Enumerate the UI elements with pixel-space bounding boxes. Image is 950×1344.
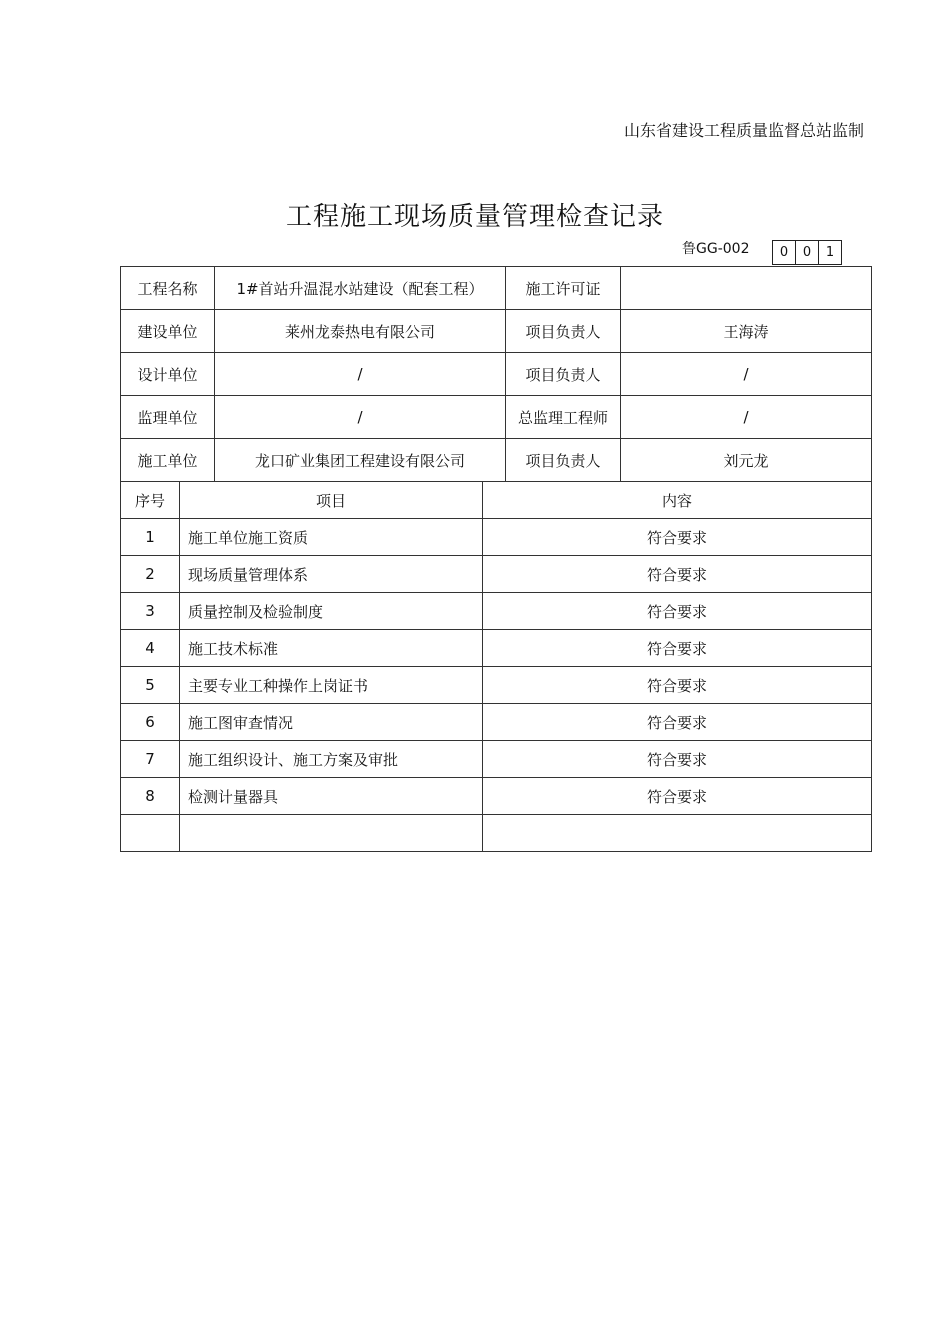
table-row (121, 778, 872, 815)
item-no: 2 (121, 556, 180, 593)
header-no: 序号 (121, 482, 180, 519)
item-no: 1 (121, 519, 180, 556)
info-value: 1#首站升温混水站建设（配套工程） (215, 267, 506, 310)
info-value: / (215, 353, 506, 396)
item-name (180, 815, 483, 852)
document-title: 工程施工现场质量管理检查记录 (285, 202, 664, 232)
item-name: 施工组织设计、施工方案及审批 (180, 741, 483, 778)
info-value: / (621, 353, 872, 396)
info-value: / (621, 396, 872, 439)
sequence-number-box (772, 240, 842, 265)
item-no (121, 815, 180, 852)
supervisor-label: 山东省建设工程质量监督总站监制 (623, 121, 864, 140)
info-value: 刘元龙 (621, 439, 872, 482)
info-label: 施工单位 (121, 439, 215, 482)
item-content: 符合要求 (483, 704, 872, 741)
form-code: 鲁GG-002 (682, 241, 750, 257)
info-row (121, 396, 872, 439)
header-content: 内容 (483, 482, 872, 519)
info-label: 监理单位 (121, 396, 215, 439)
item-no: 4 (121, 630, 180, 667)
table-row (121, 519, 872, 556)
info-value: 龙口矿业集团工程建设有限公司 (215, 439, 506, 482)
item-no: 7 (121, 741, 180, 778)
inspection-items-table (120, 481, 872, 852)
item-no: 8 (121, 778, 180, 815)
info-label: 项目负责人 (506, 310, 621, 353)
table-row (121, 556, 872, 593)
items-header-row (121, 482, 872, 519)
info-label: 设计单位 (121, 353, 215, 396)
item-content: 符合要求 (483, 593, 872, 630)
item-no: 5 (121, 667, 180, 704)
info-value: 莱州龙泰热电有限公司 (215, 310, 506, 353)
item-name: 主要专业工种操作上岗证书 (180, 667, 483, 704)
table-row (121, 667, 872, 704)
info-label: 施工许可证 (506, 267, 621, 310)
item-content (483, 815, 872, 852)
item-content: 符合要求 (483, 778, 872, 815)
sequence-digit: 0 (795, 241, 818, 264)
header-item: 项目 (180, 482, 483, 519)
info-row (121, 353, 872, 396)
info-label: 建设单位 (121, 310, 215, 353)
sequence-digit: 1 (818, 241, 841, 264)
table-row (121, 704, 872, 741)
item-content: 符合要求 (483, 741, 872, 778)
info-label: 项目负责人 (506, 353, 621, 396)
info-value: 王海涛 (621, 310, 872, 353)
info-label: 工程名称 (121, 267, 215, 310)
item-name: 检测计量器具 (180, 778, 483, 815)
info-row (121, 439, 872, 482)
item-no: 6 (121, 704, 180, 741)
item-name: 现场质量管理体系 (180, 556, 483, 593)
info-value: / (215, 396, 506, 439)
table-row (121, 815, 872, 852)
sequence-digit: 0 (779, 245, 789, 260)
info-row (121, 267, 872, 310)
table-row (121, 741, 872, 778)
item-no: 3 (121, 593, 180, 630)
table-row (121, 630, 872, 667)
item-name: 施工图审查情况 (180, 704, 483, 741)
info-row (121, 310, 872, 353)
info-value (621, 267, 872, 310)
info-label: 总监理工程师 (506, 396, 621, 439)
item-content: 符合要求 (483, 556, 872, 593)
project-info-table (120, 266, 872, 482)
item-name: 施工技术标准 (180, 630, 483, 667)
item-content: 符合要求 (483, 630, 872, 667)
item-content: 符合要求 (483, 519, 872, 556)
item-name: 质量控制及检验制度 (180, 593, 483, 630)
info-label: 项目负责人 (506, 439, 621, 482)
item-content: 符合要求 (483, 667, 872, 704)
table-row (121, 593, 872, 630)
item-name: 施工单位施工资质 (180, 519, 483, 556)
